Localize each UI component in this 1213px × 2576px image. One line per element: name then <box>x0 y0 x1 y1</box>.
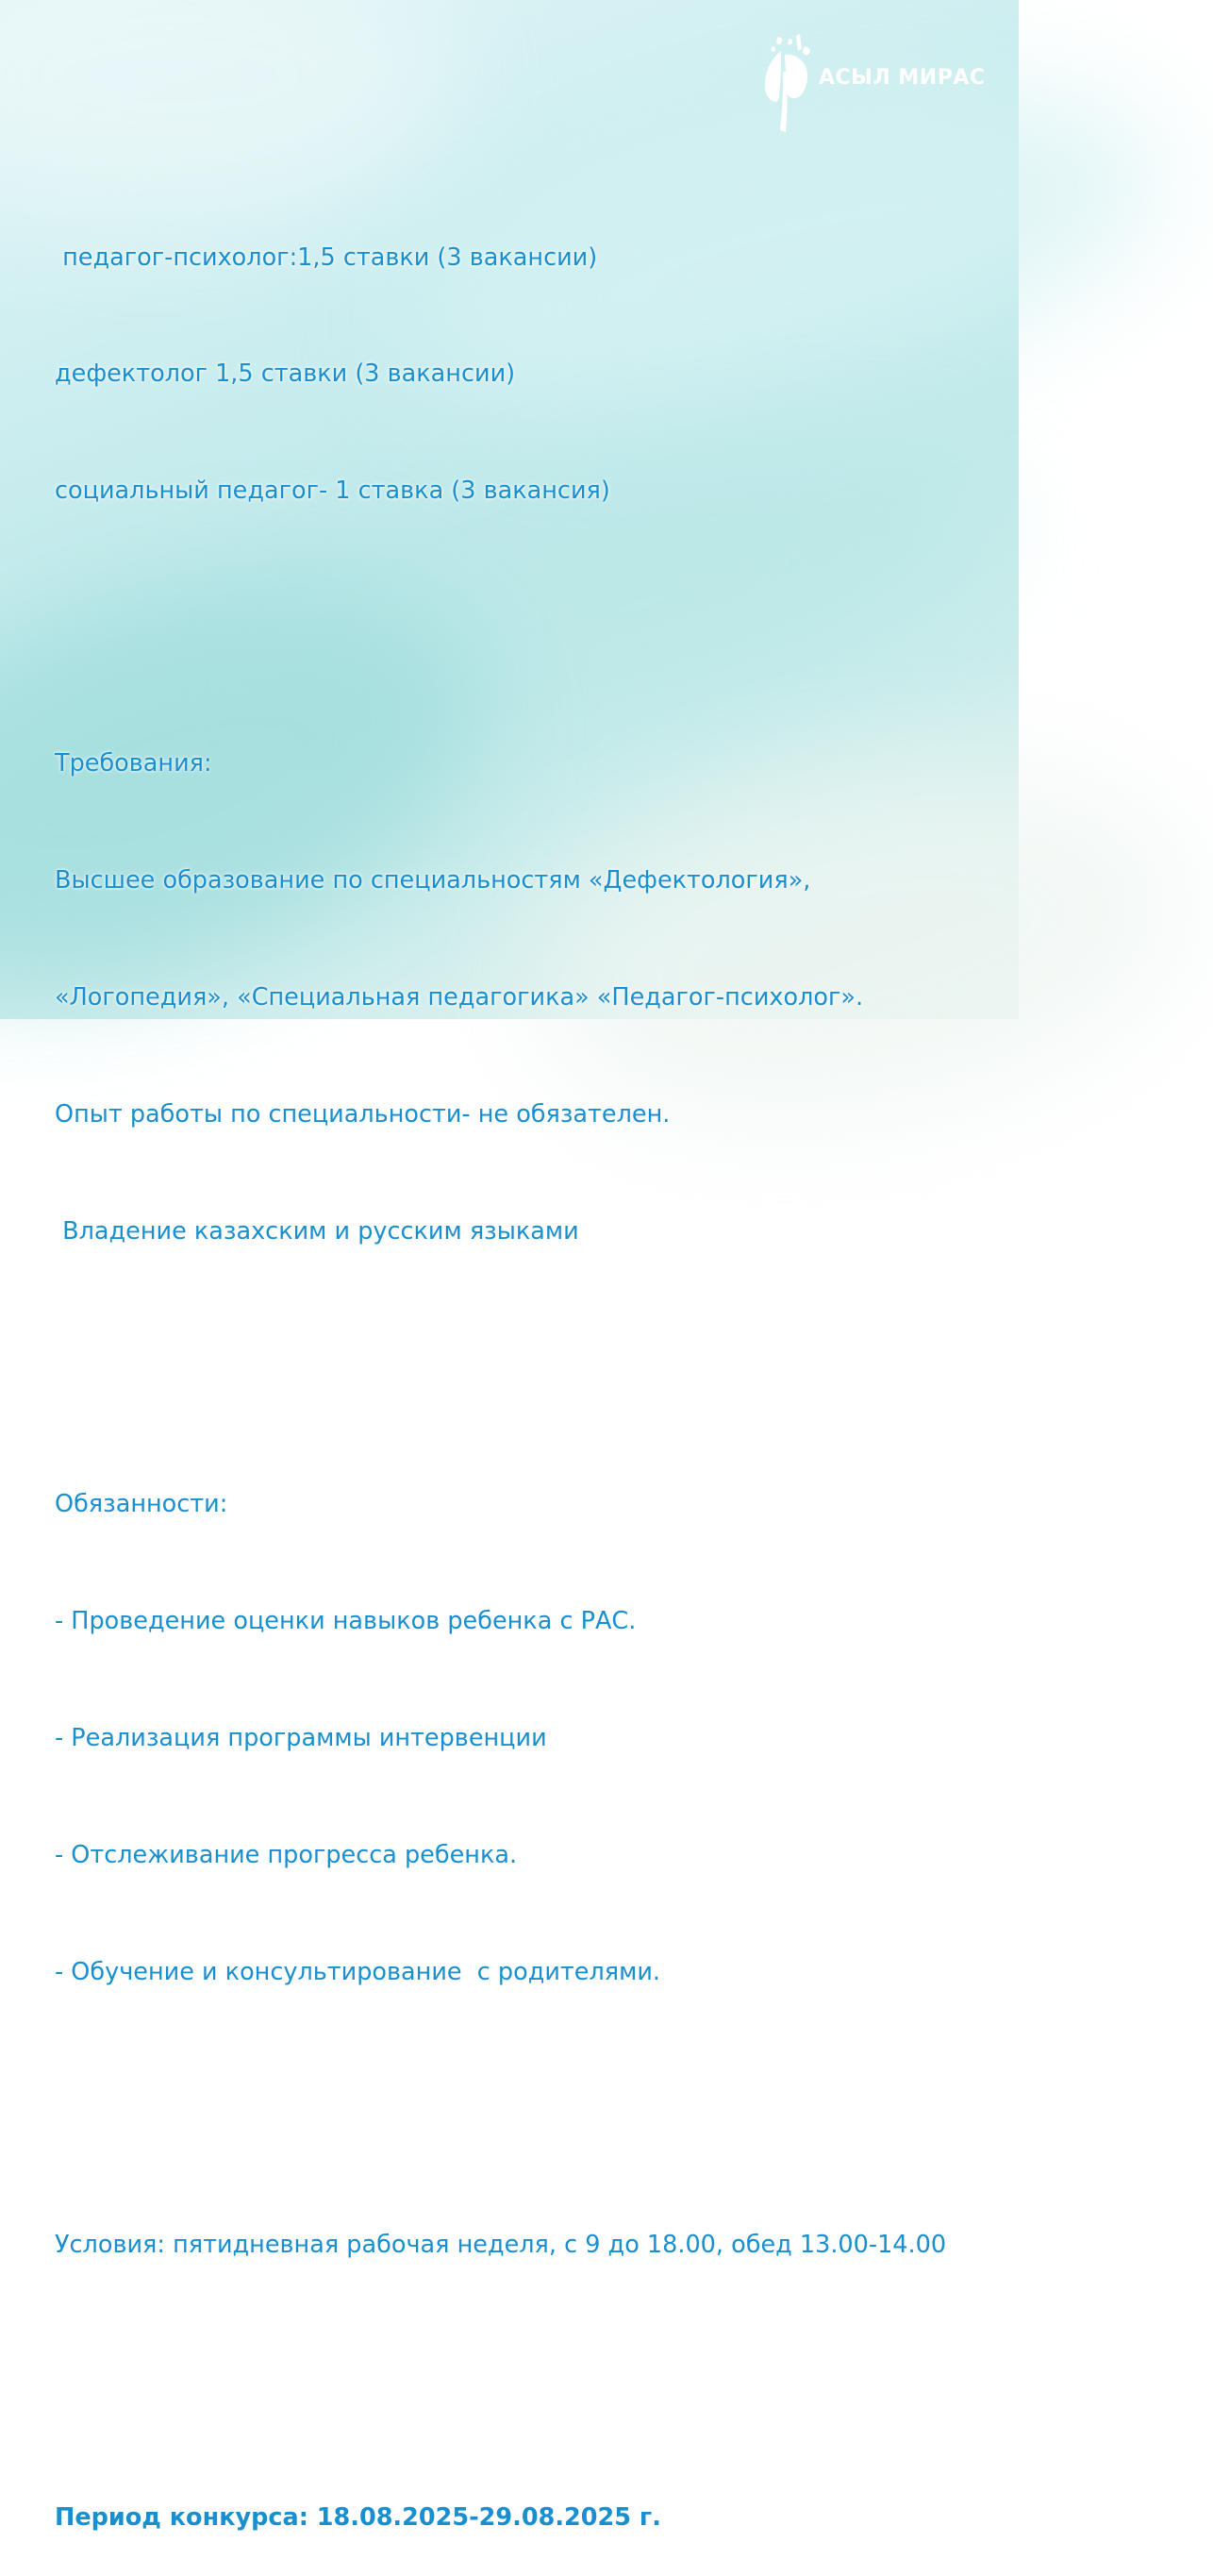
requirement-line: «Логопедия», «Специальная педагогика» «Педагог-психолог». <box>55 983 864 1012</box>
requirement-line: Высшее образование по специальностям «Дефектология», <box>55 866 811 895</box>
duty-line: - Проведение оценки навыков ребенка с РАС. <box>55 1606 637 1635</box>
brand-name: АСЫЛ МИРАС <box>819 66 986 90</box>
competition-period: Период конкурса: 18.08.2025-29.08.2025 г. <box>55 2502 661 2532</box>
position-line: дефектолог 1,5 ставки (3 вакансии) <box>55 360 516 389</box>
position-line: социальный педагог- 1 ставка (3 вакансия) <box>55 477 610 506</box>
spacer <box>55 2343 998 2382</box>
spacer <box>55 589 998 627</box>
tree-leaf-icon <box>760 34 819 138</box>
position-line: педагог-психолог:1,5 ставки (3 вакансии) <box>55 243 598 272</box>
spacer <box>55 2070 998 2109</box>
vacancy-text <box>55 160 998 2576</box>
conditions-line: Условия: пятидневная рабочая неделя, с 9 до 18.00, обед 13.00-14.00 <box>55 2230 947 2259</box>
spacer <box>55 1330 998 1368</box>
duty-line: - Реализация программы интервенции <box>55 1723 547 1752</box>
requirement-line: Опыт работы по специальности- не обязателен. <box>55 1100 671 1129</box>
duty-line: - Отслеживание прогресса ребенка. <box>55 1840 518 1869</box>
requirement-line: Владение казахским и русским языками <box>55 1217 579 1246</box>
brand-logo <box>760 34 987 140</box>
duty-line: - Обучение и консультирование с родителями. <box>55 1957 661 1986</box>
requirements-heading: Требования: <box>55 749 212 778</box>
duties-heading: Обязанности: <box>55 1490 228 1519</box>
